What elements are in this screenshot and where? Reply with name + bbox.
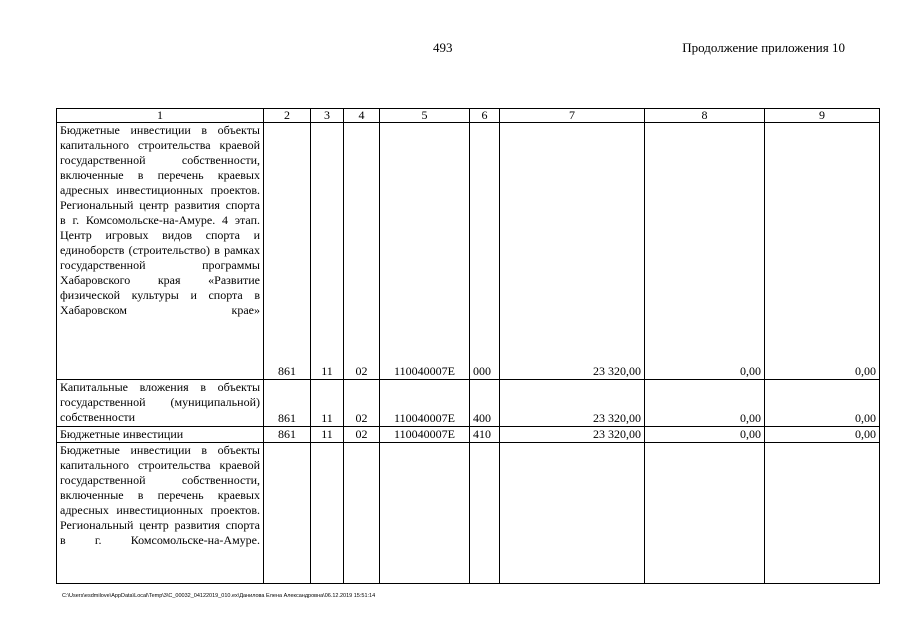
cell-amount-col8: 0,00 [645,380,765,427]
cell-amount-col7: 23 320,00 [500,123,645,380]
row-description: Бюджетные инвестиции [57,427,264,443]
column-header: 9 [765,109,880,123]
cell-subsection: 02 [344,123,380,380]
column-header: 4 [344,109,380,123]
column-header: 3 [311,109,344,123]
column-header: 6 [470,109,500,123]
cell-subsection: 02 [344,380,380,427]
cell-amount-col7: 23 320,00 [500,380,645,427]
cell-amount-col7 [500,443,645,584]
column-header: 7 [500,109,645,123]
table-row [57,380,880,427]
column-header: 1 [57,109,264,123]
cell-section: 11 [311,123,344,380]
budget-table [56,108,880,584]
footer-file-path: C:\Users\esdmilove\AppData\Local\Temp\3\C_00032_04122019_010.ex\Данилова Елена Александровна\06.12.2019 15:51:14 [62,593,376,599]
cell-admin-code [264,443,311,584]
cell-amount-col9: 0,00 [765,427,880,443]
cell-expense-type: 410 [470,427,500,443]
cell-admin-code: 861 [264,427,311,443]
cell-amount-col9: 0,00 [765,123,880,380]
cell-admin-code: 861 [264,123,311,380]
cell-expense-type [470,443,500,584]
cell-target-article: 110040007E [380,427,470,443]
table-row [57,443,880,584]
cell-amount-col8: 0,00 [645,123,765,380]
cell-subsection: 02 [344,427,380,443]
cell-amount-col8 [645,443,765,584]
row-description: Бюджетные инвестиции в объекты капитального строительства краевой государственной собственности, включенные в перечень краевых адресных инвестиционных проектов. Региональный центр развития спорта в г. Комсомольске-на-Амуре. [57,443,264,584]
cell-amount-col7: 23 320,00 [500,427,645,443]
cell-subsection [344,443,380,584]
row-description: Капитальные вложения в объекты государственной (муниципальной) собственности [57,380,264,427]
row-description: Бюджетные инвестиции в объекты капитального строительства краевой государственной собственности, включенные в перечень краевых адресных инвестиционных проектов. Региональный центр развития спорта в г. Комсомольске-на-Амуре. 4 этап. Центр игровых видов спорта и единоборств (строительство) в рамках государственной программы Хабаровского края «Развитие физической культуры и спорта в Хабаровском крае» [57,123,264,380]
column-header: 2 [264,109,311,123]
cell-target-article [380,443,470,584]
page-number: 493 [433,40,453,55]
continuation-label: Продолжение приложения 10 [682,40,845,55]
table-header-row [57,109,880,123]
cell-target-article: 110040007E [380,380,470,427]
cell-section [311,443,344,584]
table-row [57,123,880,380]
cell-admin-code: 861 [264,380,311,427]
column-header: 8 [645,109,765,123]
cell-expense-type: 000 [470,123,500,380]
cell-section: 11 [311,380,344,427]
cell-amount-col9 [765,443,880,584]
table-row [57,427,880,443]
cell-amount-col9: 0,00 [765,380,880,427]
column-header: 5 [380,109,470,123]
cell-target-article: 110040007E [380,123,470,380]
cell-amount-col8: 0,00 [645,427,765,443]
cell-expense-type: 400 [470,380,500,427]
cell-section: 11 [311,427,344,443]
